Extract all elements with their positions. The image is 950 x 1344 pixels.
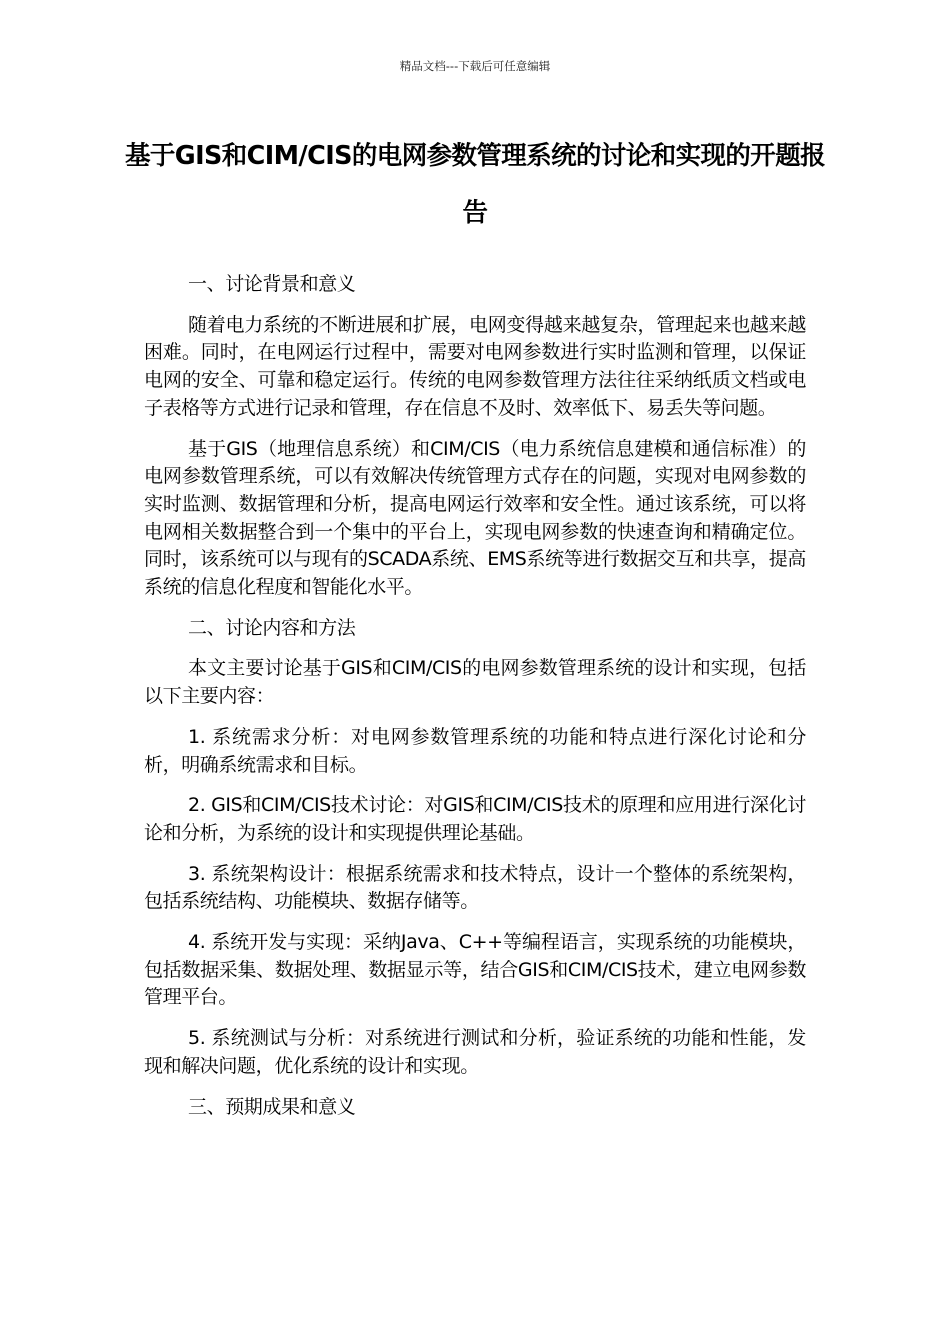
paragraph-background-2: 基于GIS（地理信息系统）和CIM/CIS（电力系统信息建模和通信标准）的电网参数管理系统，可以有效解决传统管理方式存在的问题，实现对电网参数的实时监测、数据管理和分析，提高电网运行效率和安全性。通过该系统，可以将电网相关数据整合到一个集中的平台上，实现电网参数的快速查询和精确定位。同时，该系统可以与现有的SCADA系统、EMS系统等进行数据交互和共享，提高系统的信息化程度和智能化水平。 — [144, 437, 806, 599]
page-header-note: 精品文档---下载后可任意编辑 — [399, 59, 551, 73]
paragraph-background-1: 随着电力系统的不断进展和扩展，电网变得越来越复杂，管理起来也越来越困难。同时，在电网运行过程中，需要对电网参数进行实时监测和管理，以保证电网的安全、可靠和稳定运行。传统的电网参数管理方法往往采纳纸质文档或电子表格等方式进行记录和管理，存在信息不及时、效率低下、易丢失等问题。 — [144, 313, 806, 419]
document-title: 基于GIS和CIM/CIS的电网参数管理系统的讨论和实现的开题报告 — [124, 141, 826, 228]
list-item-development: 4. 系统开发与实现：采纳Java、C++等编程语言，实现系统的功能模块，包括数据采集、数据处理、数据显示等，结合GIS和CIM/CIS技术，建立电网参数管理平台。 — [144, 931, 806, 1009]
list-item-testing: 5. 系统测试与分析：对系统进行测试和分析，验证系统的功能和性能，发现和解决问题，优化系统的设计和实现。 — [144, 1027, 806, 1077]
list-item-gis-cim: 2. GIS和CIM/CIS技术讨论：对GIS和CIM/CIS技术的原理和应用进行深化讨论和分析，为系统的设计和实现提供理论基础。 — [144, 794, 806, 844]
section-heading-content-methods: 二、讨论内容和方法 — [188, 616, 356, 639]
section-heading-expected-results: 三、预期成果和意义 — [188, 1095, 356, 1118]
document-body — [144, 271, 806, 1134]
section-heading-background: 一、讨论背景和意义 — [188, 273, 356, 295]
paragraph-content-intro: 本文主要讨论基于GIS和CIM/CIS的电网参数管理系统的设计和实现，包括以下主要内容： — [144, 657, 806, 708]
list-item-requirements: 1. 系统需求分析：对电网参数管理系统的功能和特点进行深化讨论和分析，明确系统需求和目标。 — [144, 725, 806, 776]
list-item-architecture: 3. 系统架构设计：根据系统需求和技术特点，设计一个整体的系统架构，包括系统结构、功能模块、数据存储等。 — [144, 862, 806, 913]
